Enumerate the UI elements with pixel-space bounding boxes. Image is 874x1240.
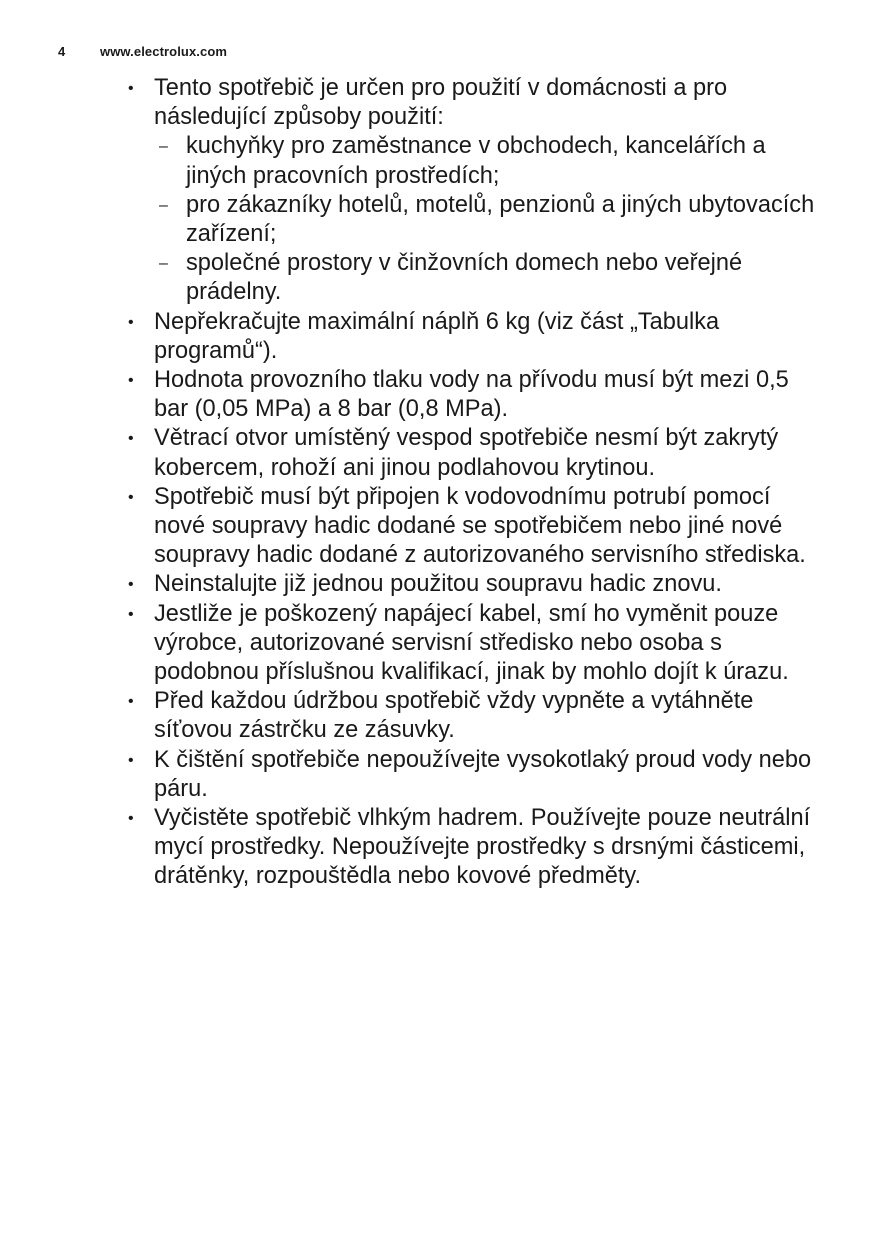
bullet-icon: •: [128, 810, 134, 828]
list-item: [126, 570, 826, 599]
item-text: Jestliže je poškozený napájecí kabel, smí ho vyměnit pouze výrobce, autorizované servisní středisko nebo osoba s podobnou příslušnou kvalifikací, jinak by mohlo dojít k úrazu.: [154, 600, 789, 686]
item-text: Hodnota provozního tlaku vody na přívodu musí být mezi 0,5 bar (0,05 MPa) a 8 bar (0,8 MPa).: [154, 367, 789, 423]
list-item: [126, 366, 826, 424]
bullet-icon: •: [128, 80, 134, 97]
bullet-icon: •: [128, 372, 134, 390]
list-item: [126, 308, 826, 366]
item-text: K čištění spotřebiče nepoužívejte vysokotlaký proud vody nebo páru.: [154, 746, 812, 802]
list-item: [126, 746, 826, 804]
sub-list-item: [154, 132, 826, 190]
bullet-icon: •: [128, 605, 134, 623]
list-item: [126, 424, 826, 482]
item-text: Nepřekračujte maximální náplň 6 kg (viz část „Tabulka programů“).: [154, 308, 720, 364]
sub-list-item: [154, 191, 826, 249]
safety-instructions: [126, 74, 826, 892]
item-text: Větrací otvor umístěný vespod spotřebiče nesmí být zakrytý kobercem, rohoží ani jinou podlahovou krytinou.: [154, 425, 779, 481]
dash-icon: –: [159, 196, 168, 214]
bullet-icon: •: [128, 693, 134, 711]
list-item: [126, 74, 826, 308]
sub-item-text: pro zákazníky hotelů, motelů, penzionů a jiných ubytovacích zařízení;: [186, 191, 815, 248]
item-text: Neinstalujte již jednou použitou soupravu hadic znovu.: [154, 571, 722, 598]
bullet-icon: •: [128, 313, 134, 331]
bullet-list: [126, 74, 826, 892]
list-item: [126, 483, 826, 571]
dash-icon: –: [159, 138, 168, 156]
bullet-icon: •: [128, 751, 134, 769]
list-item: [126, 600, 826, 688]
item-text: Před každou údržbou spotřebič vždy vypněte a vytáhněte síťovou zástrčku ze zásuvky.: [154, 688, 754, 744]
bullet-icon: •: [128, 576, 134, 594]
page-header: [58, 44, 227, 59]
sub-list-item: [154, 249, 826, 307]
list-item: [126, 687, 826, 745]
item-text: Vyčistěte spotřebič vlhkým hadrem. Používejte pouze neutrální mycí prostředky. Nepoužívejte prostředky s drsnými částicemi, drátěnky, rozpouštědla nebo kovové předměty.: [154, 805, 811, 890]
sub-item-text: společné prostory v činžovních domech nebo veřejné prádelny.: [186, 250, 743, 306]
list-item: [126, 804, 826, 892]
item-text: Spotřebič musí být připojen k vodovodnímu potrubí pomocí nové soupravy hadic dodané se spotřebičem nebo jiné nové soupravy hadic dodané z autorizovaného servisního střediska.: [154, 483, 806, 569]
bullet-icon: •: [128, 430, 134, 448]
sub-item-text: kuchyňky pro zaměstnance v obchodech, kancelářích a jiných pracovních prostředích;: [186, 133, 766, 189]
sub-list: [154, 132, 826, 307]
dash-icon: –: [159, 255, 168, 273]
bullet-icon: •: [128, 488, 134, 506]
website-url: www.electrolux.com: [100, 44, 228, 59]
item-text: Tento spotřebič je určen pro použití v domácnosti a pro následující způsoby použití:: [154, 75, 728, 131]
page-number: 4: [58, 44, 66, 59]
